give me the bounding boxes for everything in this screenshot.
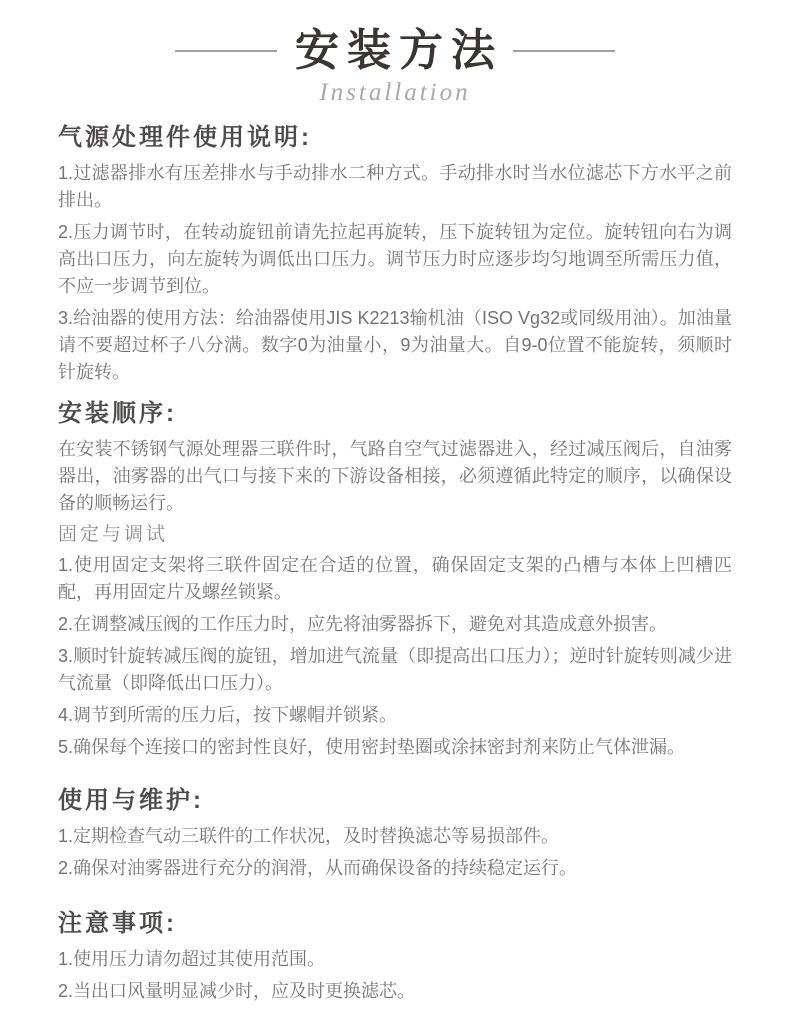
- section-air-source-usage: [58, 122, 732, 386]
- page-subtitle: Installation: [319, 79, 471, 106]
- usage-item-2: 2.压力调节时，在转动旋钮前请先拉起再旋转，压下旋转钮为定位。旋转钮向右为调高出口压力，向左旋转为调低出口压力。调节压力时应逐步均匀地调至所需压力值，不应一步调节到位。: [58, 222, 732, 296]
- install-order-intro: 在安装不锈钢气源处理器三联件时，气路自空气过滤器进入，经过减压阀后，自油雾器出，油雾器的出气口与接下来的下游设备相接，必须遵循此特定的顺序，以确保设备的顺畅运行。: [58, 439, 732, 513]
- notes-section-heading: 注意事项:: [58, 910, 177, 937]
- title-row: [58, 26, 732, 76]
- section-maintenance: [58, 785, 732, 882]
- title-rule-left: [175, 50, 277, 52]
- usage-item-3: 3.给油器的使用方法：给油器使用JIS K2213输机油（ISO Vg32或同级用油）。加油量请不要超过杯子八分满。数字0为油量小，9为油量大。自9-0位置不能旋转，须顺时针旋转。: [58, 308, 732, 382]
- install-order-item-1: 1.使用固定支架将三联件固定在合适的位置，确保固定支架的凸槽与本体上凹槽匹配，再用固定片及螺丝锁紧。: [58, 555, 732, 602]
- maintenance-item-1: 1.定期检查气动三联件的工作状况，及时替换滤芯等易损部件。: [58, 826, 560, 846]
- install-order-item-4: 4.调节到所需的压力后，按下螺帽并锁紧。: [58, 705, 398, 725]
- install-order-item-2: 2.在调整减压阀的工作压力时，应先将油雾器拆下，避免对其造成意外损害。: [58, 614, 668, 634]
- install-order-item-3: 3.顺时针旋转减压阀的旋钮，增加进气流量（即提高出口压力）；逆时针旋转则减少进气流量（即降低出口压力）。: [58, 646, 732, 693]
- section-notes: [58, 908, 732, 1005]
- title-rule-right: [513, 50, 615, 52]
- notes-item-2: 2.当出口风量明显减少时，应及时更换滤芯。: [58, 981, 416, 1001]
- install-order-item-5: 5.确保每个连接口的密封性良好，使用密封垫圈或涂抹密封剂来防止气体泄漏。: [58, 737, 686, 757]
- section-install-order: [58, 398, 732, 761]
- maintenance-item-2: 2.确保对油雾器进行充分的润滑，从而确保设备的持续稳定运行。: [58, 858, 578, 878]
- notes-item-1: 1.使用压力请勿超过其使用范围。: [58, 949, 326, 969]
- document-header: [58, 26, 732, 108]
- install-order-section-heading: 安装顺序:: [58, 400, 177, 427]
- fixing-debugging-subheading: 固定与调试: [58, 524, 169, 545]
- page-title: 安装方法: [295, 26, 503, 75]
- usage-section-heading: 气源处理件使用说明:: [58, 124, 312, 151]
- maintenance-section-heading: 使用与维护:: [58, 787, 204, 814]
- usage-item-1: 1.过滤器排水有压差排水与手动排水二种方式。手动排水时当水位滤芯下方水平之前排出。: [58, 163, 732, 210]
